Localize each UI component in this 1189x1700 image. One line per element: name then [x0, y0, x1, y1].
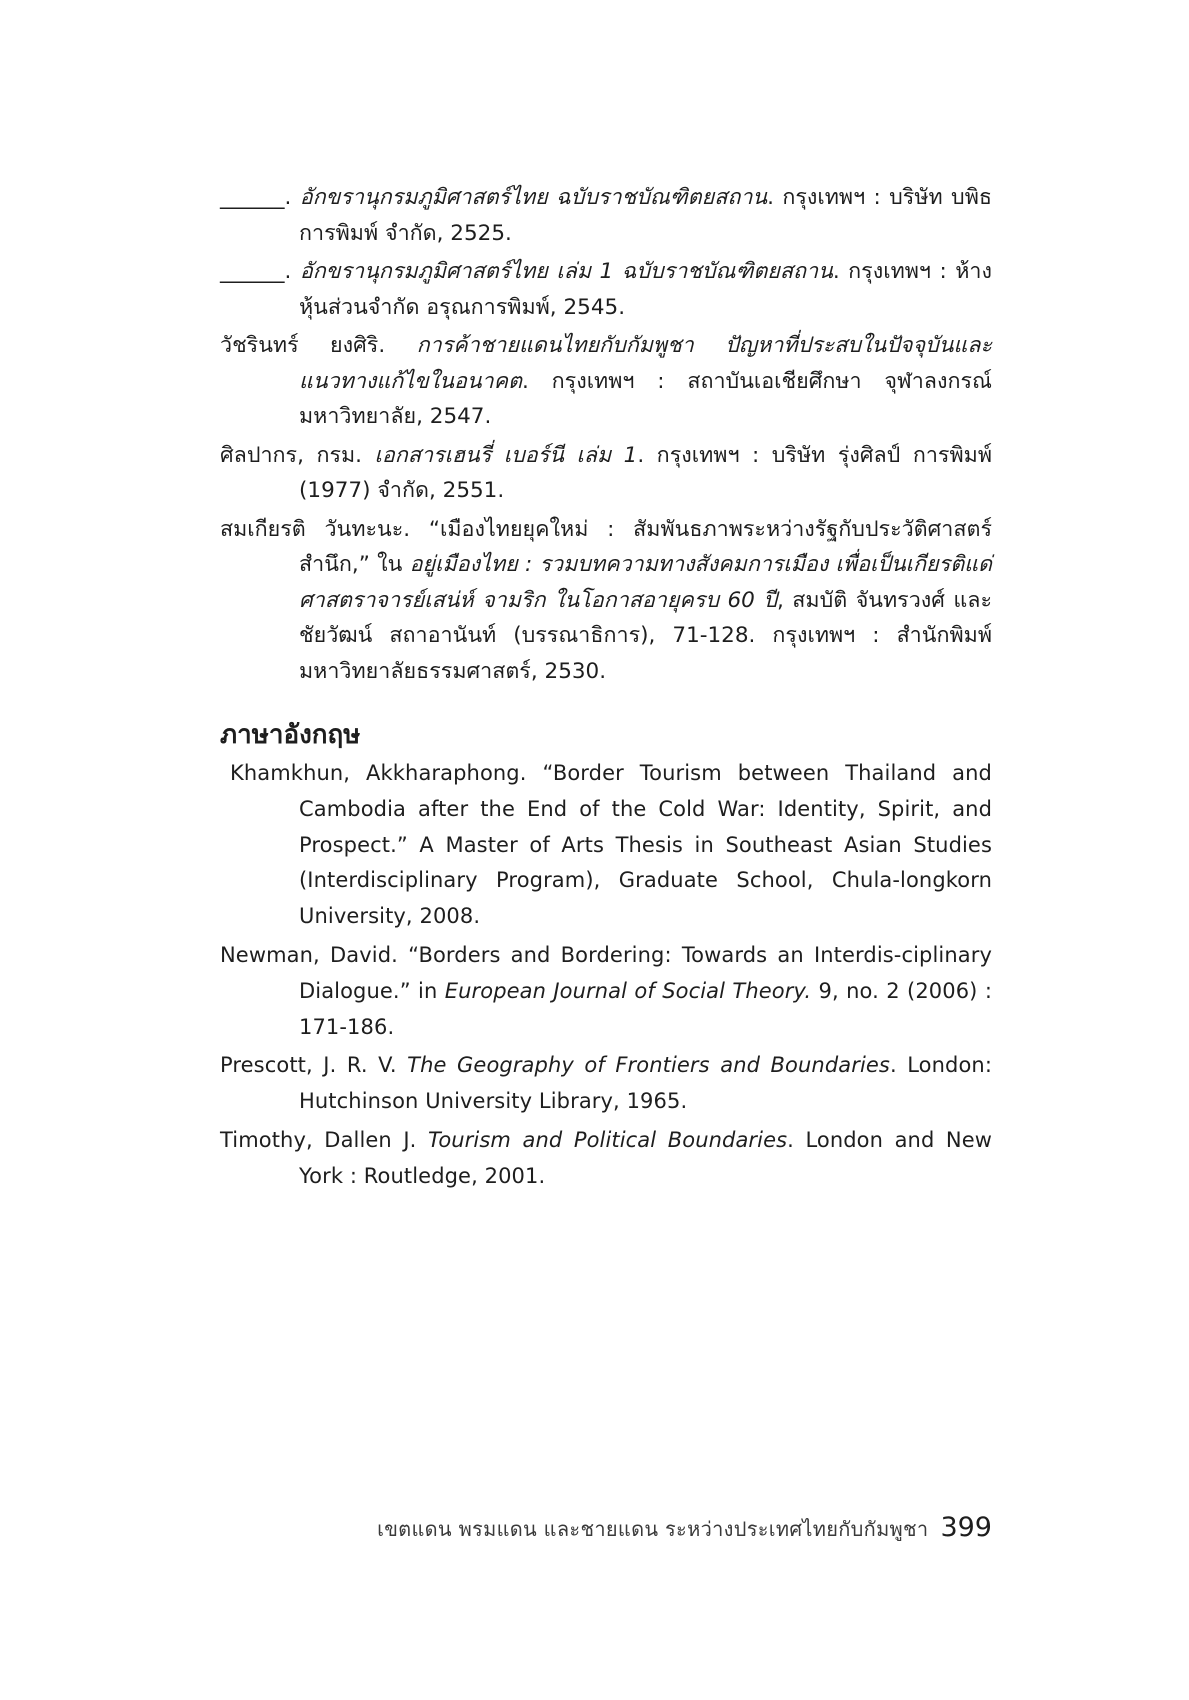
entry-publication: , สมบัติ จันทรวงศ์ และ ชัยวัฒน์ สถาอานันท์ (บรรณาธิการ), 71-128. กรุงเทพฯ : สำนักพิมพ์มหาวิทยาลัยธรรมศาสตร์, 2530. — [299, 587, 992, 684]
entry-author: ศิลปากร, กรม. — [220, 442, 363, 468]
bibliography-entry — [220, 1123, 992, 1195]
entry-title: อักขรานุกรมภูมิศาสตร์ไทย เล่ม 1 ฉบับราชบัณฑิตยสถาน — [299, 259, 833, 284]
entry-publication: . London and New York : Routledge, 2001. — [299, 1127, 993, 1188]
bibliography-entry — [220, 938, 992, 1045]
entry-title: เอกสารเฮนรี่ เบอร์นี เล่ม 1 — [374, 442, 638, 468]
bibliography-entry — [220, 512, 992, 690]
bibliography-entry — [220, 1048, 992, 1120]
entry-author: Newman, David. “Borders and Bordering: Towards an Interdis-ciplinary Dialogue.” in — [220, 942, 992, 1003]
entry-title: อยู่เมืองไทย : รวมบทความทางสังคมการเมือง เพื่อเป็นเกียรติแด่ ศาสตราจารย์เสน่ห์ จามริก ในโอกาสอายุครบ 60 ปี — [299, 552, 992, 613]
bibliography-entry — [220, 756, 992, 935]
bibliography-entry — [220, 254, 992, 325]
entry-publication: 9, no. 2 (2006) : 171-186. — [299, 978, 992, 1039]
entry-author: ______. — [220, 185, 292, 210]
page-number: 399 — [940, 1512, 992, 1543]
entry-publication: . กรุงเทพฯ : บริษัท บพิธการพิมพ์ จำกัด, 2525. — [299, 185, 992, 246]
entry-author: Timothy, Dallen J. — [220, 1127, 428, 1152]
entry-publication: . กรุงเทพฯ : ห้างหุ้นส่วนจำกัด อรุณการพิมพ์, 2545. — [299, 259, 993, 320]
entry-author: Khamkhun, Akkharaphong. “Border Tourism between Thailand and Cambodia after the End of the Cold War: Identity, Spirit, and Prospect.” A Master of Arts Thesis in Southeast Asian Studies (Interdisciplinary Program), Graduate School, Chula-longkorn University, 2008. — [230, 761, 992, 929]
bibliography-entry — [220, 328, 992, 435]
entry-publication: . กรุงเทพฯ : สถาบันเอเชียศึกษา จุฬาลงกรณ์มหาวิทยาลัย, 2547. — [299, 368, 992, 429]
entry-title: อักขรานุกรมภูมิศาสตร์ไทย ฉบับราชบัณฑิตยสถาน — [299, 185, 768, 210]
thai-bibliography — [220, 180, 992, 692]
entry-publication: . London: Hutchinson University Library, 1965. — [299, 1053, 992, 1114]
entry-author: ______. — [220, 259, 292, 284]
entry-title: European Journal of Social Theory. — [444, 978, 812, 1003]
page-footer — [360, 1512, 992, 1545]
entry-author: สมเกียรติ วันทะนะ. “เมืองไทยยุคใหม่ : สัมพันธภาพระหว่างรัฐกับประวัติศาสตร์สำนึก,” ใน — [220, 516, 992, 577]
entry-publication: . กรุงเทพฯ : บริษัท รุ่งศิลป์ การพิมพ์ (1977) จำกัด, 2551. — [299, 442, 992, 503]
entry-title: Tourism and Political Boundaries — [427, 1127, 788, 1152]
bibliography-entry — [220, 438, 992, 509]
section-heading: ภาษาอังกฤษ — [220, 720, 361, 750]
running-title: เขตแดน พรมแดน และชายแดน ระหว่างประเทศไทยกับกัมพูชา — [377, 1517, 929, 1541]
entry-title: The Geography of Frontiers and Boundaries — [407, 1053, 890, 1078]
entry-title: การค้าชายแดนไทยกับกัมพูชา ปัญหาที่ประสบในปัจจุบันและแนวทางแก้ไขในอนาคต — [299, 333, 993, 394]
entry-author: วัชรินทร์ ยงศิริ. — [220, 333, 386, 358]
entry-author: Prescott, J. R. V. — [220, 1053, 408, 1078]
english-bibliography — [220, 756, 992, 1198]
bibliography-entry — [220, 180, 992, 251]
